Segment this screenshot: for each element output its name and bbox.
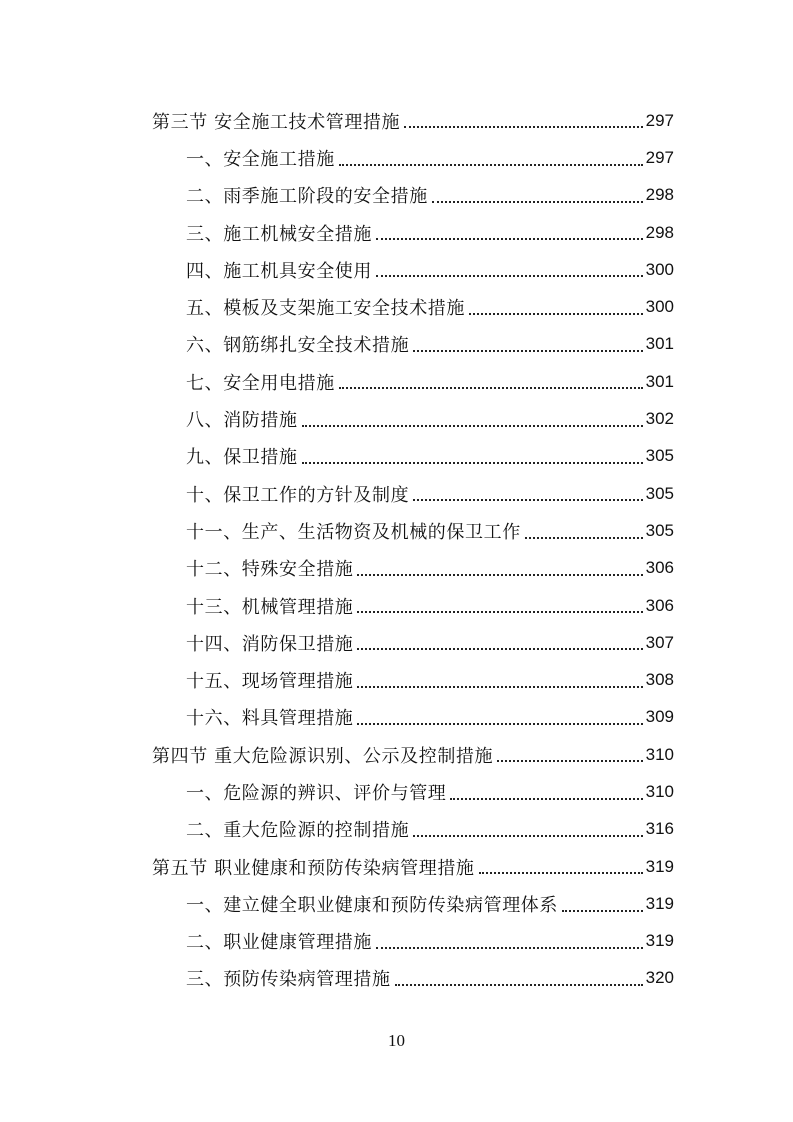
toc-entry-page: 305 [645, 520, 674, 540]
toc-entry-title: 五、模板及支架施工安全技术措施 [186, 298, 465, 320]
toc-dot-leader [302, 425, 643, 427]
toc-entry-title: 一、安全施工措施 [186, 148, 335, 170]
toc-dot-leader [395, 984, 643, 986]
toc-entry-page: 301 [645, 371, 674, 391]
toc-entry-page: 306 [645, 595, 674, 615]
toc-subsection-entry[interactable] [0, 923, 793, 960]
toc-entry-title: 十、保卫工作的方针及制度 [186, 484, 410, 506]
toc-entry-title: 一、危险源的辨识、评价与管理 [186, 782, 447, 804]
toc-entry-title: 十一、生产、生活物资及机械的保卫工作 [186, 521, 521, 543]
toc-dot-leader [339, 387, 643, 389]
toc-dot-leader [562, 910, 643, 912]
toc-entry-title: 第四节 重大危险源识别、公示及控制措施 [152, 745, 494, 767]
toc-entry-title: 六、钢筋绑扎安全技术措施 [186, 335, 410, 357]
toc-dot-leader [357, 686, 642, 688]
toc-dot-leader [357, 723, 642, 725]
toc-subsection-entry[interactable] [0, 811, 793, 848]
toc-subsection-entry[interactable] [0, 550, 793, 587]
toc-entry-page: 309 [645, 707, 674, 727]
toc-subsection-entry[interactable] [0, 139, 793, 176]
table-of-contents [0, 102, 793, 997]
toc-entry-title: 十二、特殊安全措施 [186, 559, 354, 581]
toc-subsection-entry[interactable] [0, 587, 793, 624]
toc-subsection-entry[interactable] [0, 438, 793, 475]
toc-entry-page: 316 [645, 819, 674, 839]
toc-section-entry[interactable] [0, 848, 793, 885]
toc-dot-leader [357, 648, 642, 650]
toc-dot-leader [302, 462, 643, 464]
toc-entry-page: 298 [645, 222, 674, 242]
toc-subsection-entry[interactable] [0, 960, 793, 997]
toc-subsection-entry[interactable] [0, 288, 793, 325]
toc-dot-leader [413, 350, 642, 352]
toc-entry-page: 297 [645, 110, 674, 130]
toc-entry-page: 300 [645, 297, 674, 317]
toc-dot-leader [497, 760, 643, 762]
toc-entry-title: 九、保卫措施 [186, 447, 298, 469]
toc-entry-page: 305 [645, 446, 674, 466]
toc-subsection-entry[interactable] [0, 624, 793, 661]
toc-entry-title: 第五节 职业健康和预防传染病管理措施 [152, 857, 475, 879]
toc-entry-title: 第三节 安全施工技术管理措施 [152, 111, 401, 133]
toc-dot-leader [357, 574, 642, 576]
toc-section-entry[interactable] [0, 736, 793, 773]
toc-subsection-entry[interactable] [0, 885, 793, 922]
toc-subsection-entry[interactable] [0, 475, 793, 512]
toc-entry-title: 二、雨季施工阶段的安全措施 [186, 186, 428, 208]
toc-subsection-entry[interactable] [0, 773, 793, 810]
toc-dot-leader [479, 872, 643, 874]
toc-subsection-entry[interactable] [0, 177, 793, 214]
toc-entry-title: 三、施工机械安全措施 [186, 223, 372, 245]
toc-entry-title: 七、安全用电措施 [186, 372, 335, 394]
toc-entry-title: 二、重大危险源的控制措施 [186, 820, 410, 842]
page-number: 10 [388, 1031, 405, 1050]
toc-entry-page: 308 [645, 670, 674, 690]
toc-entry-page: 319 [645, 856, 674, 876]
toc-subsection-entry[interactable] [0, 661, 793, 698]
toc-entry-page: 319 [645, 893, 674, 913]
toc-dot-leader [525, 537, 643, 539]
toc-subsection-entry[interactable] [0, 400, 793, 437]
toc-entry-title: 三、预防传染病管理措施 [186, 969, 391, 991]
toc-entry-page: 301 [645, 334, 674, 354]
toc-dot-leader [413, 499, 642, 501]
toc-entry-title: 八、消防措施 [186, 410, 298, 432]
toc-subsection-entry[interactable] [0, 326, 793, 363]
toc-entry-page: 297 [645, 147, 674, 167]
toc-dot-leader [432, 201, 643, 203]
toc-subsection-entry[interactable] [0, 699, 793, 736]
toc-entry-page: 306 [645, 558, 674, 578]
toc-section-entry[interactable] [0, 102, 793, 139]
toc-entry-title: 一、建立健全职业健康和预防传染病管理体系 [186, 894, 558, 916]
toc-subsection-entry[interactable] [0, 251, 793, 288]
toc-dot-leader [357, 611, 642, 613]
toc-entry-page: 307 [645, 632, 674, 652]
toc-entry-page: 302 [645, 409, 674, 429]
toc-entry-title: 十四、消防保卫措施 [186, 633, 354, 655]
toc-entry-page: 320 [645, 968, 674, 988]
toc-dot-leader [404, 126, 643, 128]
toc-dot-leader [413, 835, 642, 837]
toc-entry-page: 319 [645, 931, 674, 951]
toc-entry-title: 二、职业健康管理措施 [186, 932, 372, 954]
toc-dot-leader [339, 164, 643, 166]
toc-entry-page: 310 [645, 781, 674, 801]
toc-entry-page: 310 [645, 744, 674, 764]
toc-entry-title: 十五、现场管理措施 [186, 671, 354, 693]
toc-entry-title: 十六、料具管理措施 [186, 708, 354, 730]
toc-dot-leader [450, 798, 642, 800]
toc-entry-page: 305 [645, 483, 674, 503]
toc-subsection-entry[interactable] [0, 363, 793, 400]
toc-entry-page: 300 [645, 259, 674, 279]
toc-dot-leader [376, 238, 643, 240]
toc-dot-leader [376, 947, 643, 949]
toc-dot-leader [376, 275, 643, 277]
toc-entry-title: 十三、机械管理措施 [186, 596, 354, 618]
toc-subsection-entry[interactable] [0, 512, 793, 549]
toc-dot-leader [469, 313, 643, 315]
toc-entry-title: 四、施工机具安全使用 [186, 260, 372, 282]
toc-subsection-entry[interactable] [0, 214, 793, 251]
toc-entry-page: 298 [645, 185, 674, 205]
